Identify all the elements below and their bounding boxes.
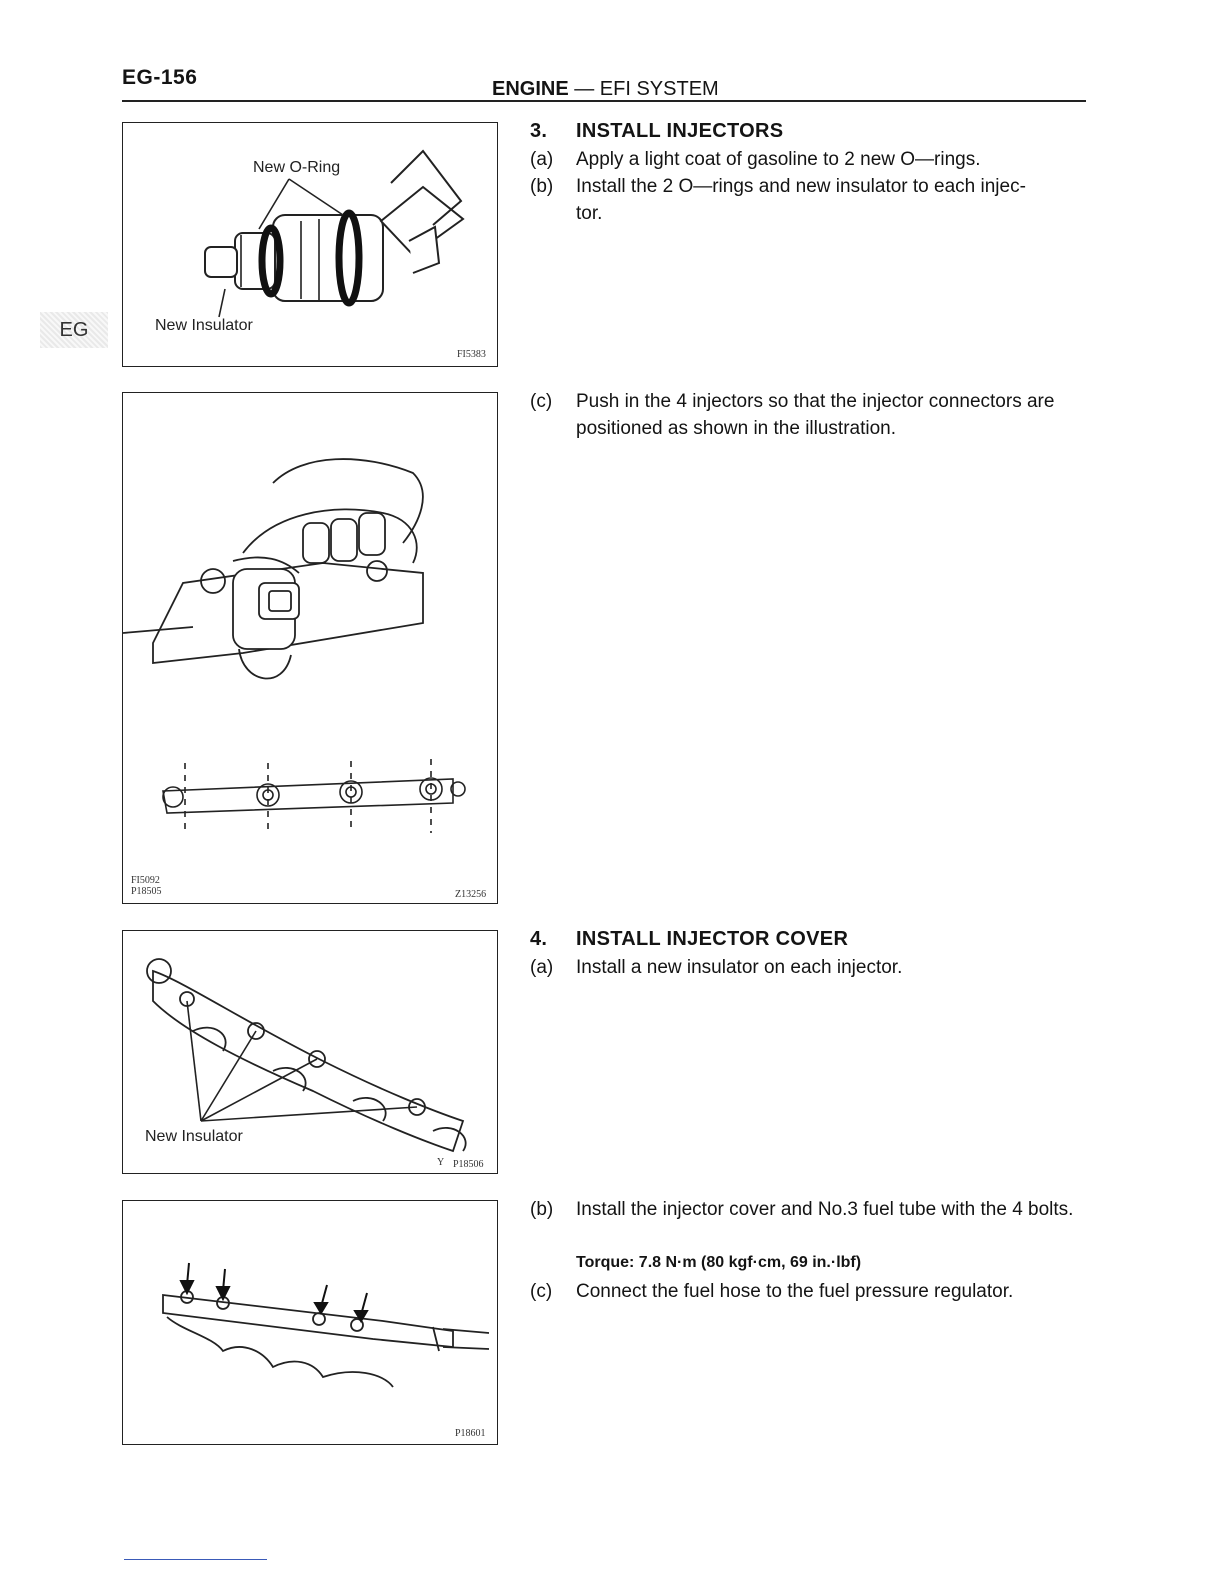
- label-new-insulator: New Insulator: [145, 1128, 243, 1145]
- item-text: Install the injector cover and No.3 fuel tube with the 4 bolts.: [576, 1199, 1074, 1220]
- figure-code: Y: [437, 1157, 445, 1168]
- item-letter: (c): [530, 1281, 553, 1302]
- figure-code: FI5092: [131, 875, 160, 886]
- injector-cover-drawing: [123, 1201, 497, 1444]
- header-rule: [122, 100, 1086, 102]
- item-letter: (b): [530, 1199, 554, 1220]
- item-letter: (b): [530, 176, 554, 197]
- step-3b: [530, 173, 1090, 227]
- figure-injector-cover: [122, 1200, 498, 1445]
- step-4a: [530, 954, 1090, 981]
- step-3a: [530, 146, 1090, 173]
- item-text: Connect the fuel hose to the fuel pressure regulator.: [576, 1281, 1014, 1302]
- bolt-arrows: [181, 1263, 367, 1321]
- step-4b: [530, 1196, 1090, 1250]
- footer-rule: [124, 1559, 267, 1560]
- side-tab: EG: [40, 312, 108, 348]
- figure-code: P18506: [453, 1159, 484, 1170]
- injector-rail-topview: [163, 759, 465, 833]
- label-new-insulator: New Insulator: [155, 317, 253, 334]
- step-3-heading: [530, 120, 1090, 146]
- figure-code: P18505: [131, 886, 162, 897]
- figure-code: Z13256: [455, 889, 487, 900]
- figure-code: P18601: [455, 1428, 486, 1439]
- figure-new-insulators: [122, 930, 498, 1174]
- figure-code: FI5383: [457, 349, 486, 360]
- section-title: [492, 78, 719, 101]
- step-title: INSTALL INJECTORS: [576, 120, 784, 142]
- item-letter: (a): [530, 149, 554, 170]
- item-letter: (c): [530, 391, 553, 412]
- torque-spec: Torque: 7.8 N·m (80 kgf·cm, 69 in.·lbf): [576, 1254, 862, 1271]
- section-title-rest: — EFI SYSTEM: [568, 78, 719, 100]
- section-title-bold: ENGINE: [492, 78, 569, 100]
- item-text: Install a new insulator on each injector.: [576, 957, 903, 978]
- label-new-o-ring: New O-Ring: [253, 159, 341, 176]
- item-text: Push in the 4 injectors so that the injector connectors are positioned as shown in the illustration.: [576, 391, 1055, 439]
- step-4c: [530, 1278, 1090, 1305]
- step-title: INSTALL INJECTOR COVER: [576, 928, 849, 950]
- injector-push-drawing: [123, 393, 497, 903]
- figure-injector-o-rings: [122, 122, 498, 367]
- item-letter: (a): [530, 957, 554, 978]
- page-number: EG-156: [122, 66, 198, 89]
- item-text: Install the 2 O—rings and new insulator to each injec- tor.: [576, 176, 1026, 224]
- step-4-heading: [530, 928, 1090, 954]
- step-3c: [530, 388, 1090, 442]
- figure-push-injectors: [122, 392, 498, 904]
- step-number: 4.: [530, 928, 548, 950]
- step-number: 3.: [530, 120, 548, 142]
- item-text: Apply a light coat of gasoline to 2 new O—rings.: [576, 149, 981, 170]
